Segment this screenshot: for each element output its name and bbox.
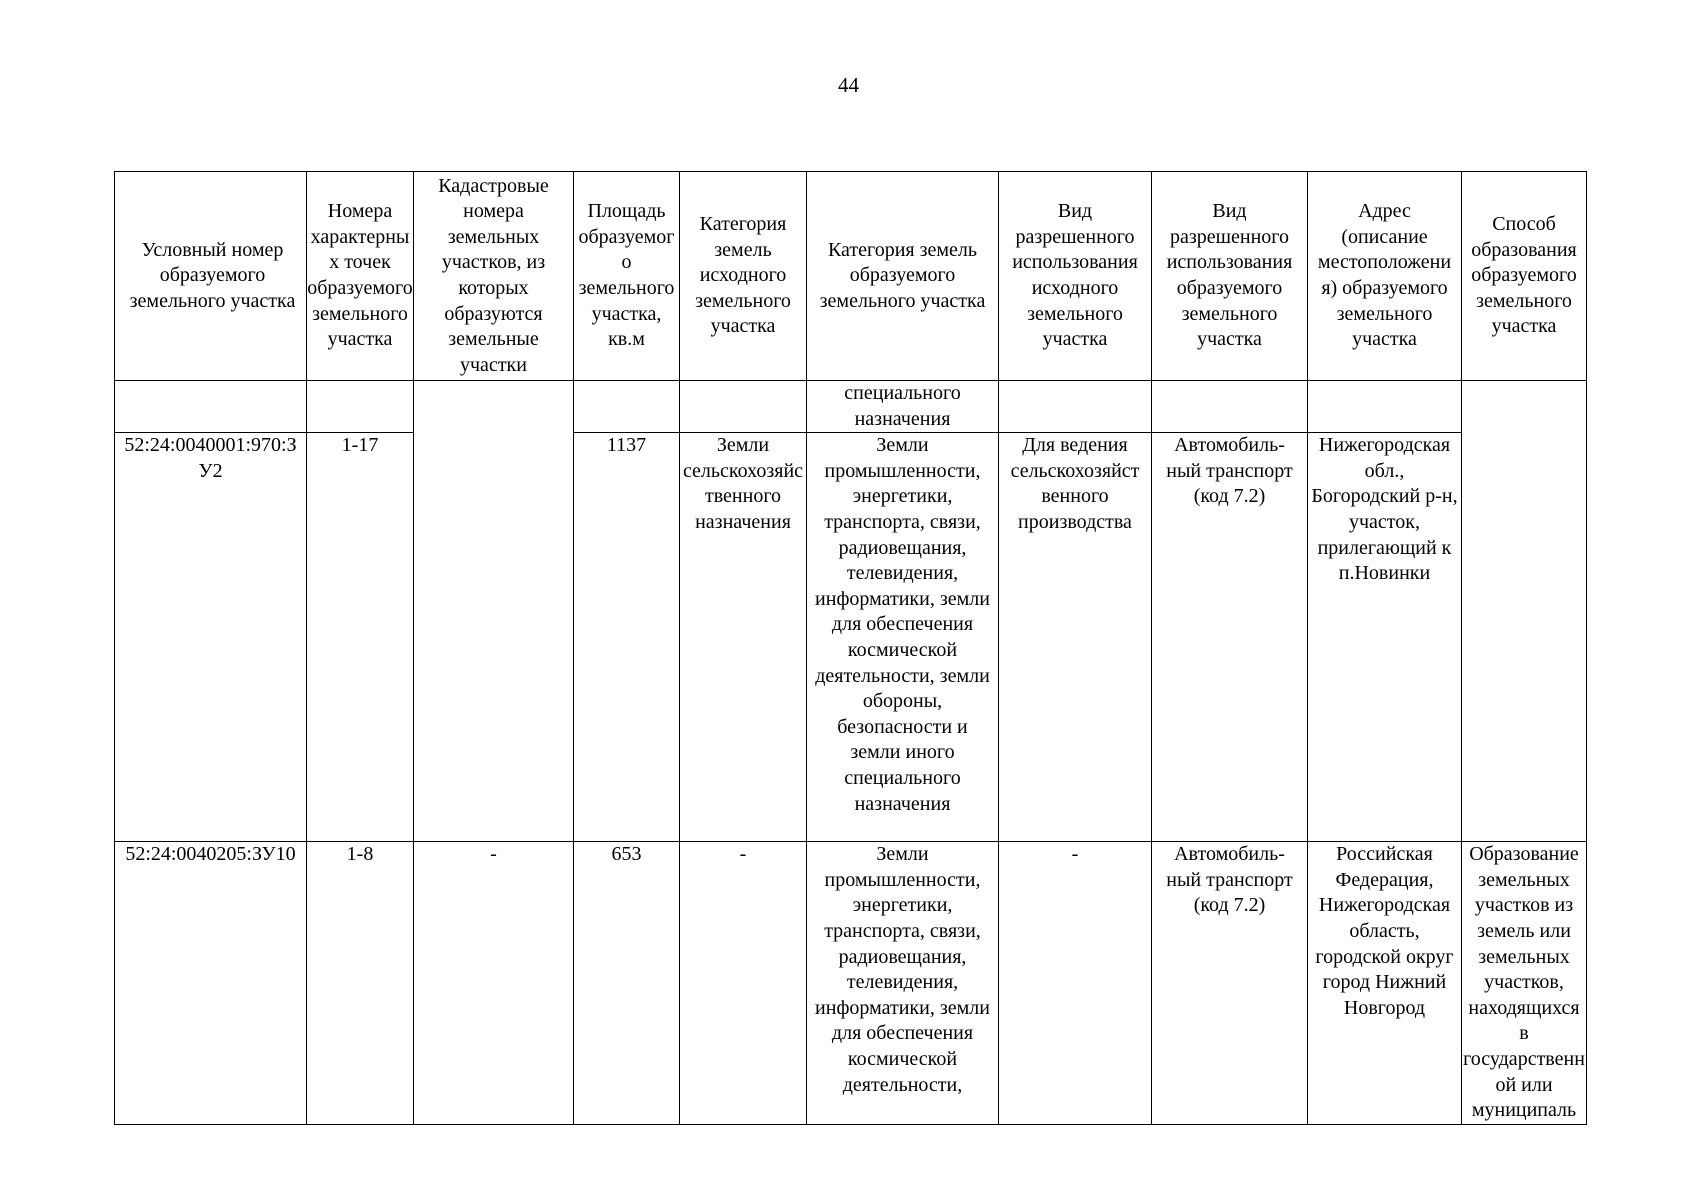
table-cell bbox=[999, 381, 1152, 433]
table-cell-use-src: - bbox=[999, 842, 1152, 1125]
header-cell: Категория земель образуемого земельного участка bbox=[807, 172, 999, 381]
table-cell bbox=[307, 381, 414, 433]
header-cell: Адрес (описание местоположения) образуемого земельного участка bbox=[1308, 172, 1462, 381]
table-cell bbox=[680, 381, 807, 433]
table-cell-category-new: Земли промышленности, энергетики, транспорта, связи, радиовещания, телевидения, информатики, земли для обеспечения космической деятельности, bbox=[807, 842, 999, 1125]
table-cell-category-new: Земли промышленности, энергетики, транспорта, связи, радиовещания, телевидения, информатики, земли для обеспечения космической деятельности, земли обороны, безопасности и земли иного специального назначения bbox=[807, 433, 999, 842]
header-cell: Вид разрешенного использования образуемого земельного участка bbox=[1152, 172, 1308, 381]
table-row bbox=[115, 842, 1587, 1125]
land-plots-table bbox=[114, 171, 1587, 1125]
page-number: 44 bbox=[838, 73, 859, 97]
table-cell-cadastral bbox=[414, 381, 574, 842]
table-cell-category-src: - bbox=[680, 842, 807, 1125]
table-cell-use-new: Автомобиль-ный транспорт (код 7.2) bbox=[1152, 842, 1308, 1125]
table-cell-method: Образование земельных участков из земель или земельных участков, находящихся в государственной или муниципаль bbox=[1462, 842, 1587, 1125]
header-cell: Способ образования образуемого земельного участка bbox=[1462, 172, 1587, 381]
table-cell-method bbox=[1462, 381, 1587, 842]
table-cell bbox=[574, 381, 680, 433]
table-cell-address: Российская Федерация, Нижегородская область, городской округ город Нижний Новгород bbox=[1308, 842, 1462, 1125]
table-cell-category-new: специального назначения bbox=[807, 381, 999, 433]
table-cell-cadastral: - bbox=[414, 842, 574, 1125]
header-cell: Условный номер образуемого земельного участка bbox=[115, 172, 307, 381]
table-cell-area: 653 bbox=[574, 842, 680, 1125]
table-cell-category-src: Земли сельскохозяйственного назначения bbox=[680, 433, 807, 842]
table-cell-points: 1-8 bbox=[307, 842, 414, 1125]
table-cell-use-new: Автомобиль-ный транспорт (код 7.2) bbox=[1152, 433, 1308, 842]
table-cell-number: 52:24:0040001:970:ЗУ2 bbox=[115, 433, 307, 842]
table-cell-number: 52:24:0040205:ЗУ10 bbox=[115, 842, 307, 1125]
table-cell-address: Нижегородская обл., Богородский р-н, участок, прилегающий к п.Новинки bbox=[1308, 433, 1462, 842]
table-cell-use-src: Для ведения сельскохозяйственного производства bbox=[999, 433, 1152, 842]
table-cell bbox=[115, 381, 307, 433]
table-cell bbox=[1308, 381, 1462, 433]
table-cell-area: 1137 bbox=[574, 433, 680, 842]
header-cell: Вид разрешенного использования исходного земельного участка bbox=[999, 172, 1152, 381]
header-cell: Кадастровые номера земельных участков, из которых образуются земельные участки bbox=[414, 172, 574, 381]
table-cell-points: 1-17 bbox=[307, 433, 414, 842]
header-cell: Площадь образуемого земельного участка, кв.м bbox=[574, 172, 680, 381]
header-cell: Номера характерных точек образуемого земельного участка bbox=[307, 172, 414, 381]
header-cell: Категория земель исходного земельного участка bbox=[680, 172, 807, 381]
table-cell bbox=[1152, 381, 1308, 433]
table-row-continuation bbox=[115, 381, 1587, 433]
table-row bbox=[115, 433, 1587, 842]
table-header-row bbox=[115, 172, 1587, 381]
